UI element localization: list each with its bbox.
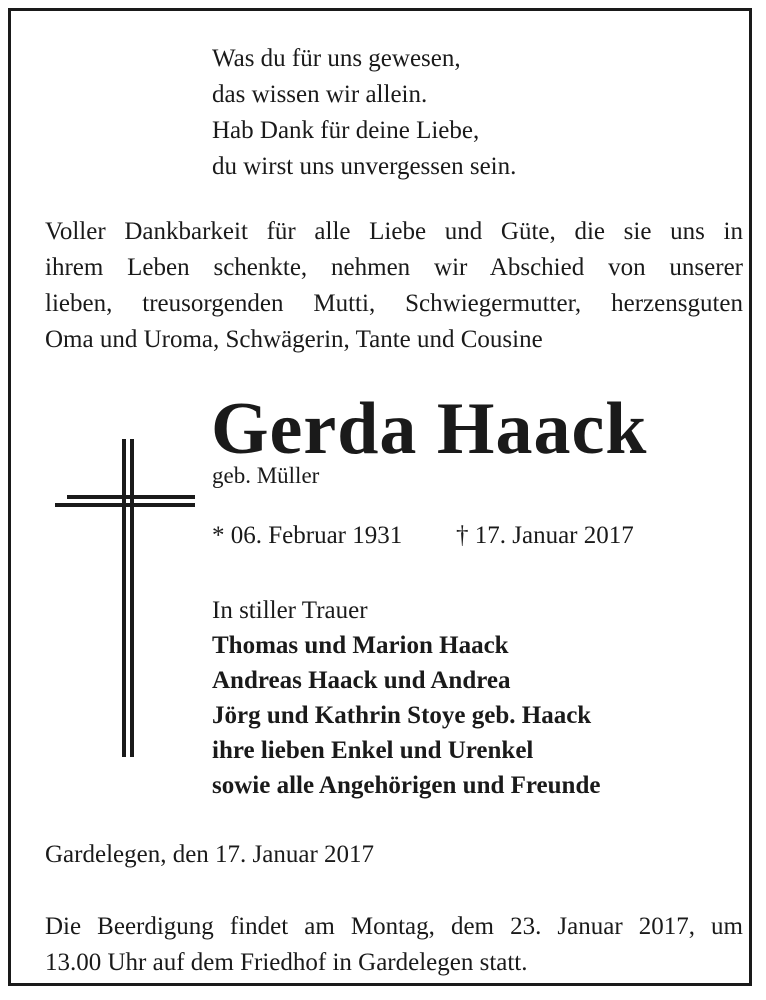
funeral-line: Die Beerdigung findet am Montag, dem 23. Januar 2017, um (45, 913, 743, 940)
mourner-name: ihre lieben Enkel und Urenkel (212, 737, 534, 764)
deceased-name: Gerda Haack (211, 388, 648, 470)
intro-line: ihrem Leben schenkte, nehmen wir Abschied von unserer (45, 254, 743, 281)
poem-line: Was du für uns gewesen, (212, 45, 461, 72)
poem (212, 41, 516, 185)
poem-line: das wissen wir allein. (212, 81, 428, 108)
place-date: Gardelegen, den 17. Januar 2017 (45, 841, 375, 868)
funeral-notice (45, 909, 743, 981)
poem-line: Hab Dank für deine Liebe, (212, 117, 480, 144)
mourner-name: Thomas und Marion Haack (212, 632, 509, 659)
birth-name: geb. Müller (212, 463, 320, 488)
mourners-heading: In stiller Trauer (212, 597, 368, 624)
funeral-line: 13.00 Uhr auf dem Friedhof in Gardelegen statt. (45, 949, 528, 976)
intro-line: lieben, treusorgenden Mutti, Schwiegermutter, herzensguten (45, 290, 743, 317)
birth-date: * 06. Februar 1931 (212, 522, 403, 549)
obituary-frame (8, 8, 752, 986)
intro-line: Oma und Uroma, Schwägerin, Tante und Cousine (45, 326, 543, 353)
poem-line: du wirst uns unvergessen sein. (212, 153, 517, 180)
mourner-name: sowie alle Angehörigen und Freunde (212, 772, 601, 799)
life-dates (212, 519, 634, 553)
mourner-name: Jörg und Kathrin Stoye geb. Haack (212, 702, 592, 729)
mourner-name: Andreas Haack und Andrea (212, 667, 511, 694)
intro-text (45, 214, 743, 358)
mourners (212, 593, 600, 803)
cross-icon (55, 439, 205, 769)
intro-line: Voller Dankbarkeit für alle Liebe und Güte, die sie uns in (45, 218, 743, 245)
death-date: † 17. Januar 2017 (456, 522, 634, 549)
